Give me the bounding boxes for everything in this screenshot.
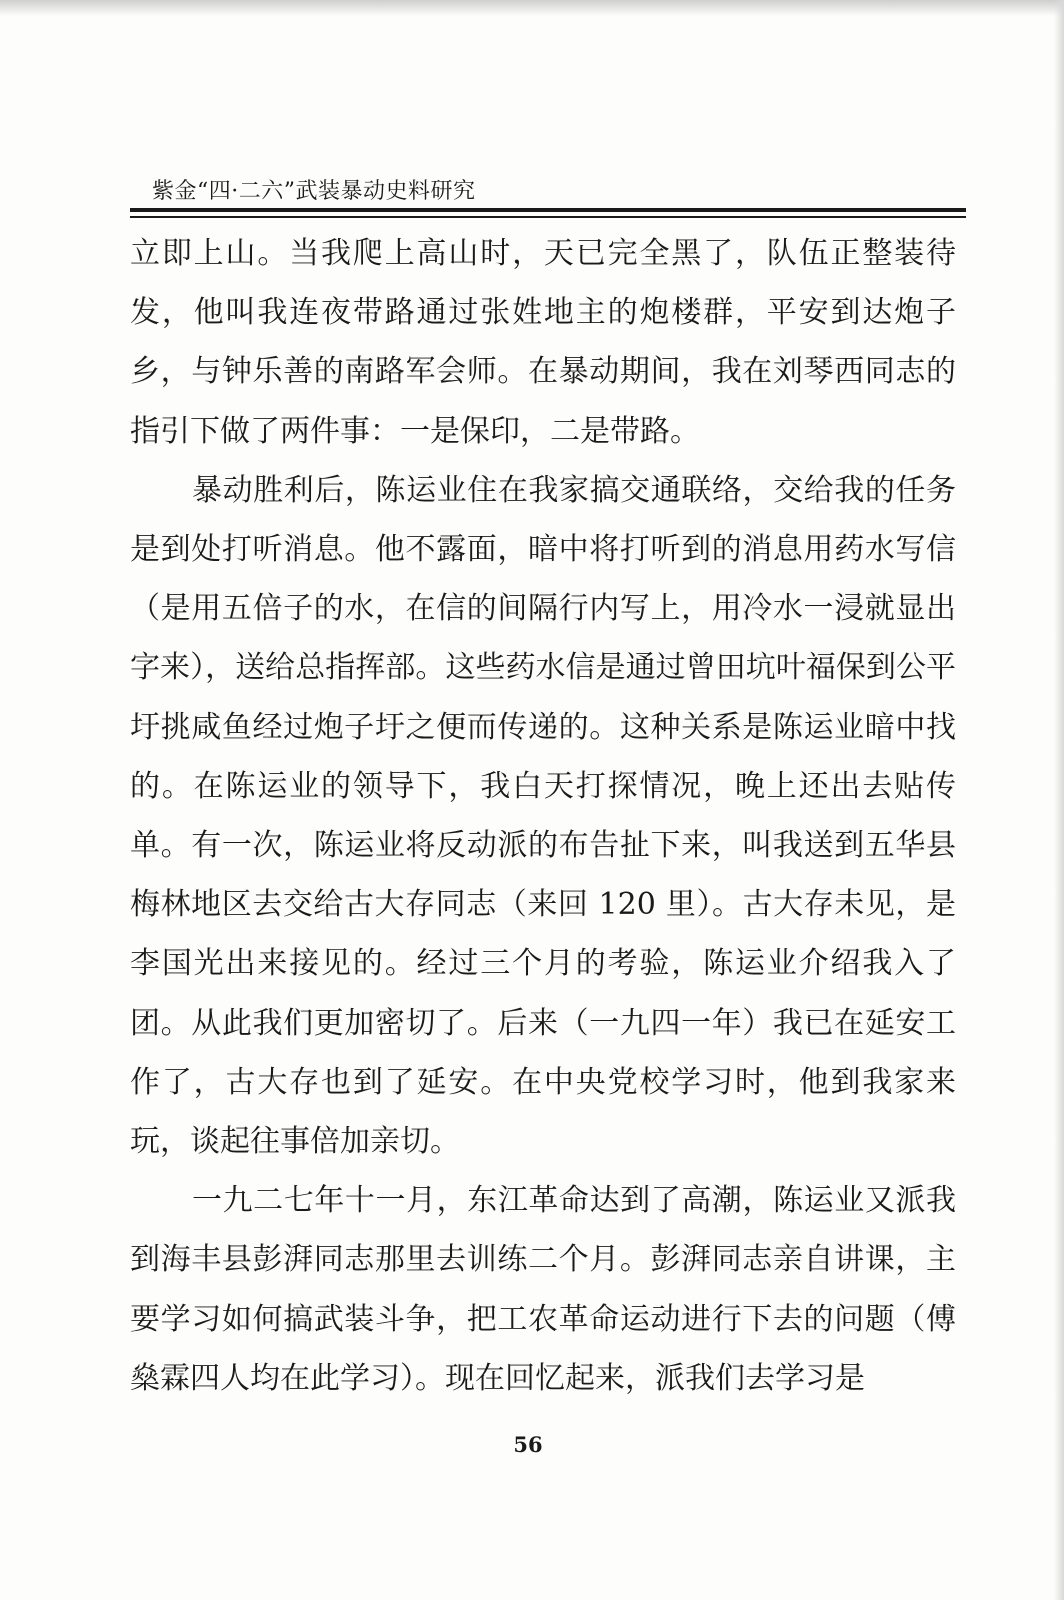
page-number: 56 (513, 1432, 543, 1457)
paragraph-1: 立即上山。当我爬上高山时，天已完全黑了，队伍正整装待发，他叫我连夜带路通过张姓地主的炮楼群，平安到达炮子乡，与钟乐善的南路军会师。在暴动期间，我在刘琴西同志的指引下做了两件事：一是保印，二是带路。 (130, 236, 956, 449)
header-rule-thick (130, 208, 966, 212)
scan-top-shadow (0, 0, 1064, 16)
scan-right-shadow (1054, 0, 1064, 1600)
paragraph-2: 暴动胜利后，陈运业住在我家搞交通联络，交给我的任务是到处打听消息。他不露面，暗中将打听到的消息用药水写信（是用五倍子的水，在信的间隔行内写上，用冷水一浸就显出字来），送给总指挥部。这些药水信是通过曾田坑叶福保到公平圩挑咸鱼经过炮子圩之便而传递的。这种关系是陈运业暗中找的。在陈运业的领导下，我白天打探情况，晚上还出去贴传单。有一次，陈运业将反动派的布告扯下来，叫我送到五华县梅林地区去交给古大存同志（来回 120 里）。古大存未见，是李国光出来接见的。经过三个月的考验，陈运业介绍我入了团。从此我们更加密切了。后来（一九四一年）我已在延安工作了，古大存也到了延安。在中央党校学习时，他到我家来玩，谈起往事倍加亲切。 (130, 472, 956, 1160)
running-head-title: 紫金“四·二六”武装暴动史料研究 (152, 179, 476, 204)
body-text (130, 224, 956, 1408)
paragraph-3: 一九二七年十一月，东江革命达到了高潮，陈运业又派我到海丰县彭湃同志那里去训练二个月。彭湃同志亲自讲课，主要学习如何搞武装斗争，把工农革命运动进行下去的问题（傅燊霖四人均在此学习）。现在回忆起来，派我们去学习是 (130, 1183, 956, 1396)
header-rule-thin (130, 216, 966, 218)
